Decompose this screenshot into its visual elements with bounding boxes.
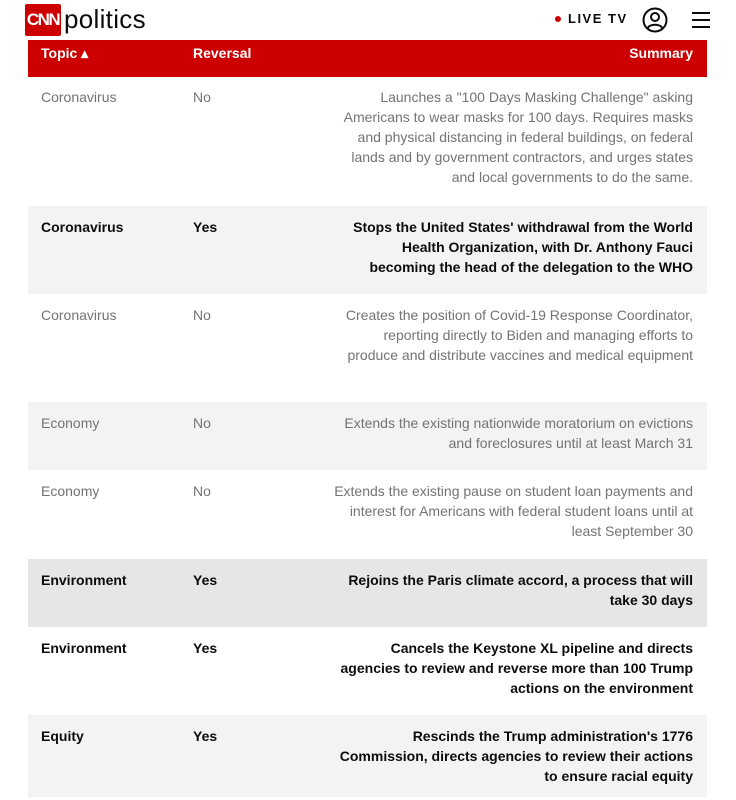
top-navigation-bar xyxy=(0,0,736,40)
row-summary: Rescinds the Trump administration's 1776 Commission, directs agencies to review their actions to ensure racial equity xyxy=(339,728,693,784)
cnn-logo[interactable]: CNN xyxy=(25,4,61,36)
column-header-topic[interactable]: Topic ▴ xyxy=(41,45,89,61)
column-header-reversal[interactable]: Reversal xyxy=(193,45,252,61)
row-summary: Creates the position of Covid-19 Response Coordinator, reporting directly to Biden and managing efforts to produce and distribute vaccines and medical equipment xyxy=(345,307,693,363)
row-reversal: No xyxy=(193,483,211,499)
row-topic: Coronavirus xyxy=(41,307,117,323)
row-reversal: Yes xyxy=(193,219,218,235)
row-summary: Cancels the Keystone XL pipeline and directs agencies to review and reverse more than 100 Trump actions on the environment xyxy=(340,640,693,696)
row-topic: Equity xyxy=(41,728,84,744)
section-title[interactable]: politics xyxy=(64,4,146,34)
row-summary: Extends the existing pause on student loan payments and interest for Americans with federal student loans until at least September 30 xyxy=(334,483,693,539)
row-topic: Economy xyxy=(41,483,100,499)
row-reversal: Yes xyxy=(193,728,218,744)
row-reversal: No xyxy=(193,89,211,105)
table-row xyxy=(28,470,707,559)
table-row xyxy=(28,206,707,294)
row-reversal: Yes xyxy=(193,572,218,588)
menu-icon[interactable] xyxy=(692,12,710,28)
live-indicator-dot xyxy=(555,16,561,22)
column-header-summary[interactable]: Summary xyxy=(629,45,693,61)
table-row xyxy=(28,294,707,402)
row-summary: Extends the existing nationwide moratorium on evictions and foreclosures until at least March 31 xyxy=(344,415,693,451)
row-topic: Coronavirus xyxy=(41,219,124,235)
table-row xyxy=(28,402,707,470)
live-tv-link[interactable] xyxy=(555,11,628,26)
table-row xyxy=(28,715,707,797)
row-summary: Launches a "100 Days Masking Challenge" asking Americans to wear masks for 100 days. Requires masks and physical distancing in federal buildings, on federal lands and by government contractors, and urges states and local governments to do the same. xyxy=(343,89,693,185)
user-icon[interactable] xyxy=(642,7,668,33)
row-topic: Economy xyxy=(41,415,100,431)
row-topic: Environment xyxy=(41,640,127,656)
row-summary: Rejoins the Paris climate accord, a process that will take 30 days xyxy=(348,572,693,608)
table-row xyxy=(28,559,707,627)
row-reversal: No xyxy=(193,307,211,323)
executive-actions-table xyxy=(28,40,707,797)
table-row xyxy=(28,627,707,715)
row-topic: Coronavirus xyxy=(41,89,117,105)
row-topic: Environment xyxy=(41,572,127,588)
live-tv-label: LIVE TV xyxy=(568,11,628,26)
table-header xyxy=(28,40,707,77)
table-row xyxy=(28,77,707,206)
row-reversal: No xyxy=(193,415,211,431)
row-reversal: Yes xyxy=(193,640,218,656)
row-summary: Stops the United States' withdrawal from the World Health Organization, with Dr. Anthony Fauci becoming the head of the delegation to the WHO xyxy=(353,219,693,275)
